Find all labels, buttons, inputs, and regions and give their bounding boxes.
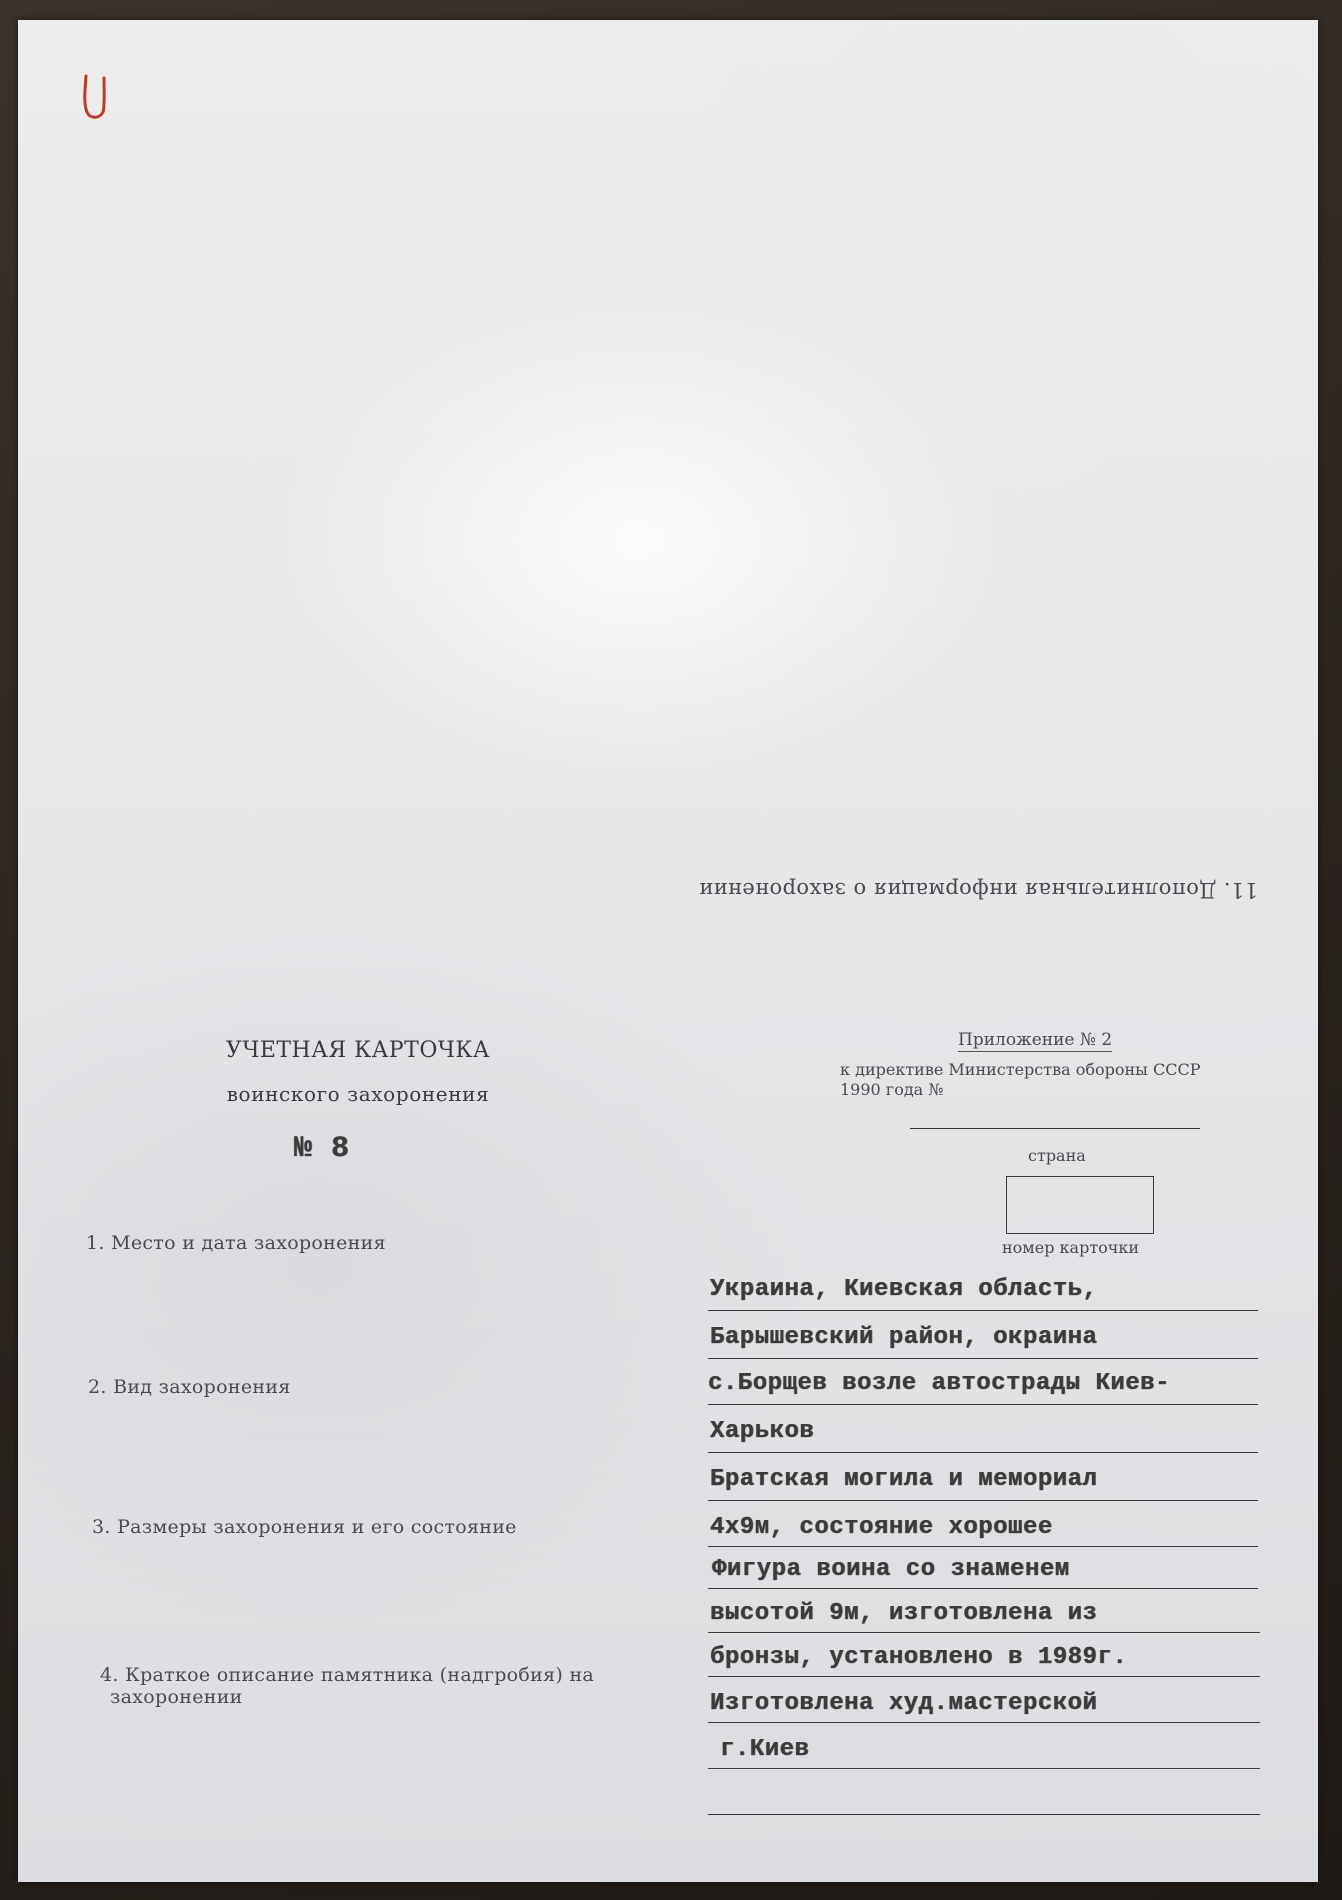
card-number-label: номер карточки xyxy=(1002,1238,1140,1257)
field-2-label: 2. Вид захоронения xyxy=(88,1376,291,1398)
red-pencil-mark xyxy=(80,72,110,122)
typed-line-5: Братская могила и мемориал xyxy=(710,1466,1098,1493)
record-card-sheet xyxy=(18,20,1318,1882)
answer-line-7 xyxy=(708,1588,1258,1589)
typed-line-6: 4х9м, состояние хорошее xyxy=(710,1514,1053,1541)
field-1-label: 1. Место и дата захоронения xyxy=(86,1232,386,1254)
answer-line-4 xyxy=(708,1452,1258,1453)
typed-line-2: Барышевский район, окраина xyxy=(710,1324,1098,1351)
answer-line-12 xyxy=(708,1814,1260,1815)
field-4-label xyxy=(100,1664,660,1708)
card-number-box xyxy=(1006,1176,1154,1234)
answer-line-11 xyxy=(708,1768,1260,1769)
directive-text xyxy=(840,1060,1260,1100)
field-3-label: 3. Размеры захоронения и его состояние xyxy=(92,1516,517,1538)
answer-line-3 xyxy=(708,1404,1258,1405)
country-label: страна xyxy=(1028,1146,1086,1165)
answer-line-5 xyxy=(708,1500,1258,1501)
typed-line-10: Изготовлена худ.мастерской xyxy=(710,1690,1098,1717)
country-blank-line xyxy=(910,1128,1200,1129)
typed-line-7: Фигура воина со знаменем xyxy=(712,1556,1070,1583)
answer-line-9 xyxy=(708,1676,1260,1677)
typed-line-4: Харьков xyxy=(710,1418,815,1445)
typed-line-9: бронзы, установлено в 1989г. xyxy=(710,1644,1128,1671)
answer-line-1 xyxy=(708,1310,1258,1311)
upside-down-heading: 11. Дополнительная информация о захоронении xyxy=(698,878,1258,902)
typed-line-1: Украина, Киевская область, xyxy=(710,1276,1098,1303)
answer-line-8 xyxy=(708,1632,1260,1633)
card-subtitle: воинского захоронения xyxy=(226,1082,490,1106)
card-number: № 8 xyxy=(294,1132,350,1166)
card-title: УЧЕТНАЯ КАРТОЧКА xyxy=(225,1038,491,1063)
typed-line-8: высотой 9м, изготовлена из xyxy=(710,1600,1098,1627)
answer-line-10 xyxy=(708,1722,1260,1723)
typed-line-3: с.Борщев возле автострады Киев- xyxy=(708,1370,1170,1397)
answer-line-6 xyxy=(708,1546,1258,1547)
directive-line-1: к директиве Министерства обороны СССР xyxy=(840,1060,1201,1079)
appendix-label: Приложение № 2 xyxy=(958,1030,1113,1050)
field-4-label-line-2: захоронении xyxy=(110,1686,243,1708)
directive-line-2: 1990 года № xyxy=(840,1080,944,1099)
typed-line-11: г.Киев xyxy=(720,1736,810,1763)
answer-line-2 xyxy=(708,1358,1258,1359)
field-4-label-line-1: 4. Краткое описание памятника (надгробия) на xyxy=(100,1664,595,1686)
